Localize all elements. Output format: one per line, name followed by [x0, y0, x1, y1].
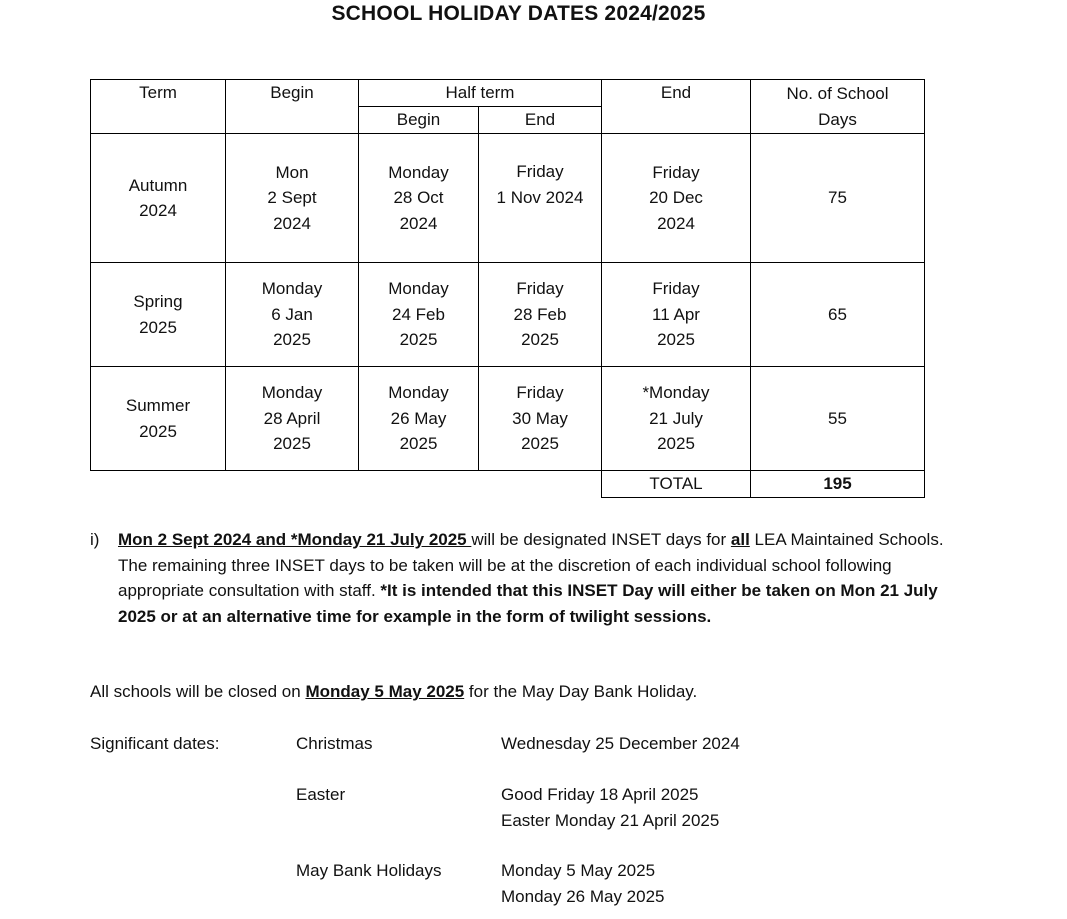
significant-date-name: Easter: [296, 785, 346, 804]
significant-date-values: Wednesday 25 December 2024: [501, 734, 740, 753]
cell-begin: Mon 2 Sept 2024: [226, 134, 359, 263]
note-number: i): [90, 530, 100, 549]
cell-school-days: 75: [751, 134, 925, 263]
significant-date-name: May Bank Holidays: [296, 861, 442, 880]
significant-date-values: Monday 5 May 2025 Monday 26 May 2025: [501, 861, 665, 906]
inset-intention: *It is intended that this INSET Day will either be taken on Mon 21 July 2025 or at an alternative time for example in the form of twilight sessions.: [118, 581, 938, 626]
page-title: SCHOOL HOLIDAY DATES 2024/2025: [331, 2, 706, 25]
cell-term: Autumn 2024: [91, 134, 226, 263]
cell-half-term-end: Friday 28 Feb 2025: [479, 263, 602, 367]
table-header-row: [91, 80, 925, 107]
cell-half-term-begin: Monday 26 May 2025: [359, 367, 479, 471]
closure-date: Monday 5 May 2025: [305, 682, 465, 701]
cell-school-days: 55: [751, 367, 925, 471]
closure-statement: All schools will be closed on Monday 5 May 2025 for the May Day Bank Holiday.: [90, 682, 698, 701]
cell-half-term-end: Friday 1 Nov 2024: [479, 134, 602, 263]
emphasis-all: all: [730, 530, 750, 549]
cell-half-term-begin: Monday 28 Oct 2024: [359, 134, 479, 263]
cell-term: Spring 2025: [91, 263, 226, 367]
header-end: End: [602, 80, 751, 134]
total-value: 195: [751, 471, 925, 498]
cell-school-days: 65: [751, 263, 925, 367]
significant-dates-label: Significant dates:: [90, 734, 220, 753]
cell-term: Summer 2025: [91, 367, 226, 471]
header-school-days: No. of School Days: [751, 80, 925, 134]
cell-half-term-end: Friday 30 May 2025: [479, 367, 602, 471]
header-begin: Begin: [226, 80, 359, 134]
cell-end: *Monday 21 July 2025: [602, 367, 751, 471]
inset-note: Mon 2 Sept 2024 and *Monday 21 July 2025 will be designated INSET days for all LEA Maintained Schools. The remaining three INSET days to be taken will be at the discretion of each individual school following appropriate consultation with staff. *It is intended that this INSET Day will either be taken on Mon 21 July 2025 or at an alternative time for example in the form of twilight sessions.: [118, 530, 944, 626]
table-row-spring: [91, 263, 925, 367]
significant-date-name: Christmas: [296, 734, 373, 753]
cell-begin: Monday 6 Jan 2025: [226, 263, 359, 367]
header-term: Term: [91, 80, 226, 134]
header-half-term-end: End: [479, 107, 602, 134]
table-row-autumn: [91, 134, 925, 263]
holiday-dates-table: [90, 79, 925, 498]
header-half-term: Half term: [359, 80, 602, 107]
inset-dates: Mon 2 Sept 2024 and *Monday 21 July 2025: [118, 530, 472, 549]
table-total-row: [91, 471, 925, 498]
cell-end: Friday 11 Apr 2025: [602, 263, 751, 367]
total-label: TOTAL: [602, 471, 751, 498]
header-half-term-begin: Begin: [359, 107, 479, 134]
table-row-summer: [91, 367, 925, 471]
significant-date-values: Good Friday 18 April 2025 Easter Monday 21 April 2025: [501, 785, 720, 830]
cell-begin: Monday 28 April 2025: [226, 367, 359, 471]
cell-end: Friday 20 Dec 2024: [602, 134, 751, 263]
cell-half-term-begin: Monday 24 Feb 2025: [359, 263, 479, 367]
